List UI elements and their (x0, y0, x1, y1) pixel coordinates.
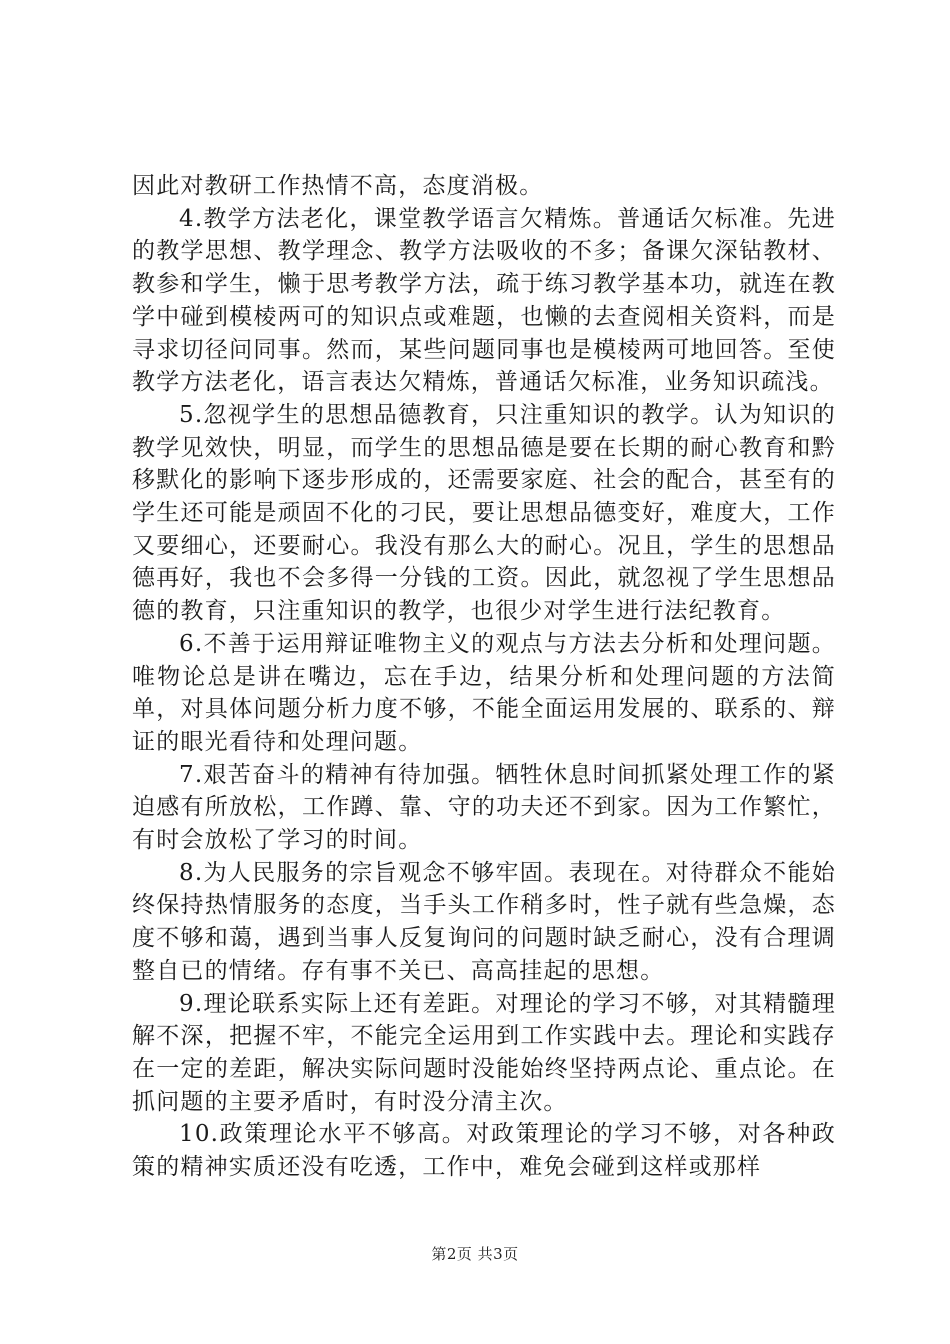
paragraph-continuation: 因此对教研工作热情不高，态度消极。 (132, 173, 544, 199)
paragraph-item-8: 8.为人民服务的宗旨观念不够牢固。表现在。对待群众不能始终保持热情服务的态度，当手头工作稍多时，性子就有些急燥，态度不够和蔼，遇到当事人反复询问的问题时缺乏耐心，没有合理调整自已的情绪。存有事不关已、高高挂起的思想。 (132, 859, 836, 984)
paragraph-item-7: 7.艰苦奋斗的精神有待加强。牺牲休息时间抓紧处理工作的紧迫感有所放松，工作蹲、靠、守的功夫还不到家。因为工作繁忙，有时会放松了学习的时间。 (132, 761, 836, 854)
paragraph-item-6: 6.不善于运用辩证唯物主义的观点与方法去分析和处理问题。唯物论总是讲在嘴边，忘在手边，结果分析和处理问题的方法简单，对具体问题分析力度不够，不能全面运用发展的、联系的、辩证的眼光看待和处理问题。 (132, 630, 836, 755)
paragraph-item-4: 4.教学方法老化，课堂教学语言欠精炼。普通话欠标准。先进的教学思想、教学理念、教学方法吸收的不多；备课欠深钻教材、教参和学生，懒于思考教学方法，疏于练习教学基本功，就连在教学中碰到模棱两可的知识点或难题，也懒的去查阅相关资料，而是寻求切径问同事。然而，某些问题同事也是模棱两可地回答。至使教学方法老化，语言表达欠精炼，普通话欠标准，业务知识疏浅。 (132, 205, 836, 396)
document-body (132, 170, 836, 1184)
paragraph-item-10: 10.政策理论水平不够高。对政策理论的学习不够，对各种政策的精神实质还没有吃透，工作中，难免会碰到这样或那样 (132, 1121, 836, 1181)
paragraph-item-5: 5.忽视学生的思想品德教育，只注重知识的教学。认为知识的教学见效快，明显，而学生的思想品德是要在长期的耐心教育和黔移默化的影响下逐步形成的，还需要家庭、社会的配合，甚至有的学生还可能是顽固不化的刁民，要让思想品德变好，难度大，工作又要细心，还要耐心。我没有那么大的耐心。况且，学生的思想品德再好，我也不会多得一分钱的工资。因此，就忽视了学生思想品德的教育，只注重知识的教学，也很少对学生进行法纪教育。 (132, 401, 836, 625)
paragraph-item-9: 9.理论联系实际上还有差距。对理论的学习不够，对其精髓理解不深，把握不牢，不能完全运用到工作实践中去。理论和实践存在一定的差距，解决实际问题时没能始终坚持两点论、重点论。在抓问题的主要矛盾时，有时没分清主次。 (132, 990, 836, 1115)
page-number-footer: 第2页 共3页 (431, 1245, 519, 1263)
